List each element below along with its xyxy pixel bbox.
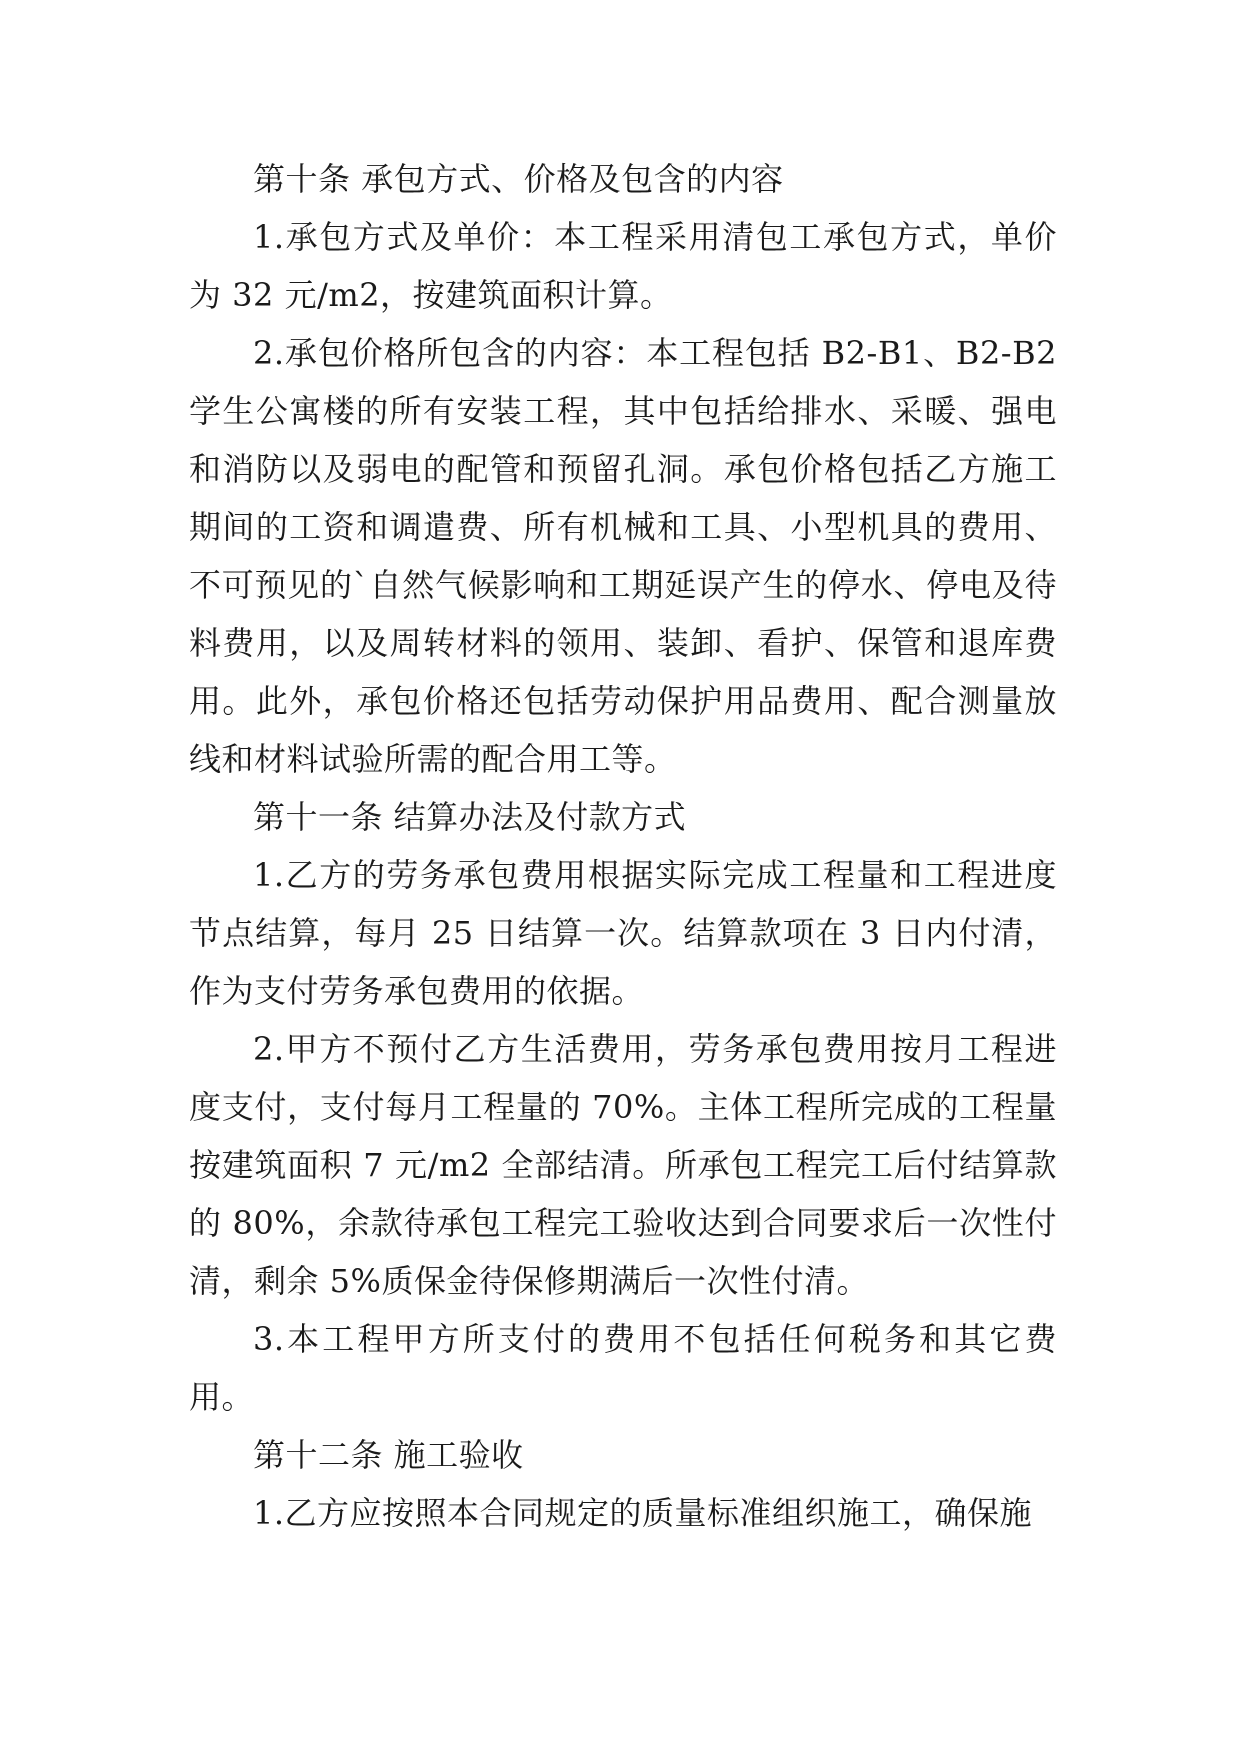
- article-11-heading: 第十一条 结算办法及付款方式: [253, 798, 687, 836]
- article-10-clause-2: 2.承包价格所包含的内容：本工程包括 B2-B1、B2-B2 学生公寓楼的所有安装工程，其中包括给排水、采暖、强电和消防以及弱电的配管和预留孔洞。承包价格包括乙方施工期间的工资和调遣费、所有机械和工具、小型机具的费用、不可预见的`自然气候影响和工期延误产生的停水、停电及待料费用，以及周转材料的领用、装卸、看护、保管和退库费用。此外，承包价格还包括劳动保护用品费用、配合测量放线和材料试验所需的配合用工等。: [189, 334, 1057, 778]
- article-11-clause-1: 1.乙方的劳务承包费用根据实际完成工程量和工程进度节点结算，每月 25 日结算一次。结算款项在 3 日内付清，作为支付劳务承包费用的依据。: [189, 856, 1057, 1010]
- article-10-heading: 第十条 承包方式、价格及包含的内容: [253, 160, 784, 198]
- article-11-clause-2: 2.甲方不预付乙方生活费用，劳务承包费用按月工程进度支付，支付每月工程量的 70%。主体工程所完成的工程量按建筑面积 7 元/m2 全部结清。所承包工程完工后付结算款的 80%，余款待承包工程完工验收达到合同要求后一次性付清，剩余 5%质保金待保修期满后一次性付清。: [189, 1030, 1057, 1300]
- article-12-clause-1: 1.乙方应按照本合同规定的质量标准组织施工，确保施: [253, 1494, 1033, 1532]
- article-10-clause-1: 1.承包方式及单价：本工程采用清包工承包方式，单价为 32 元/m2，按建筑面积计算。: [189, 218, 1057, 314]
- article-12-heading: 第十二条 施工验收: [253, 1436, 524, 1474]
- document-body: [189, 150, 1057, 1542]
- article-11-clause-3: 3.本工程甲方所支付的费用不包括任何税务和其它费用。: [189, 1320, 1057, 1416]
